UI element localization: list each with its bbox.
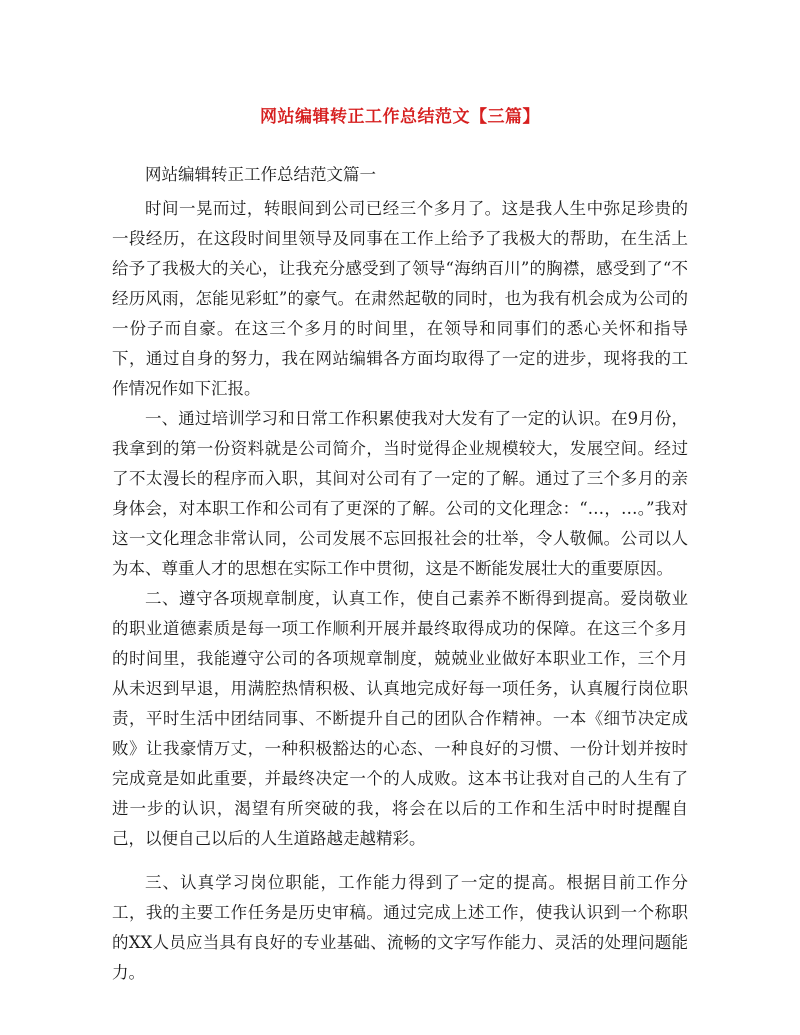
paragraph-point-two: 二、遵守各项规章制度，认真工作，使自己素养不断得到提高。爱岗敬业的职业道德素质是每一项工作顺利开展并最终取得成功的保障。在这三个多月的时间里，我能遵守公司的各项规章制度，兢兢业业做好本职业工作，三个月从未迟到早退，用满腔热情积极、认真地完成好每一项任务，认真履行岗位职责，平时生活中团结同事、不断提升自己的团队合作精神。一本《细节决定成败》让我豪情万丈，一种积极豁达的心态、一种良好的习惯、一份计划并按时完成竟是如此重要，并最终决定一个的人成败。这本书让我对自己的人生有了进一步的认识，渴望有所突破的我，将会在以后的工作和生活中时时提醒自己，以便自己以后的人生道路越走越精彩。 xyxy=(112,589,688,848)
paragraph-intro: 时间一晃而过，转眼间到公司已经三个多月了。这是我人生中弥足珍贵的一段经历，在这段时间里领导及同事在工作上给予了我极大的帮助，在生活上给予了我极大的关心，让我充分感受到了领导“海纳百川”的胸襟，感受到了“不经历风雨，怎能见彩虹”的豪气。在肃然起敬的同时，也为我有机会成为公司的一份子而自豪。在这三个多月的时间里，在领导和同事们的悉心关怀和指导下，通过自身的努力，我在网站编辑各方面均取得了一定的进步，现将我的工作情况作如下汇报。 xyxy=(112,199,688,398)
section-heading: 网站编辑转正工作总结范文篇一 xyxy=(145,165,376,184)
paragraph-point-one: 一、通过培训学习和日常工作积累使我对大发有了一定的认识。在9月份，我拿到的第一份资料就是公司简介，当时觉得企业规模较大，发展空间。经过了不太漫长的程序而入职，其间对公司有了一定的了解。通过了三个多月的亲身体会，对本职工作和公司有了更深的了解。公司的文化理念：“…，…。”我对这一文化理念非常认同，公司发展不忘回报社会的壮举，令人敬佩。公司以人为本、尊重人才的思想在实际工作中贯彻，这是不断能发展壮大的重要原因。 xyxy=(112,409,688,578)
document-body xyxy=(112,160,688,988)
document-title: 网站编辑转正工作总结范文【三篇】 xyxy=(260,107,540,127)
paragraph-point-three: 三、认真学习岗位职能，工作能力得到了一定的提高。根据目前工作分工，我的主要工作任务是历史审稿。通过完成上述工作，使我认识到一个称职的XX人员应当具有良好的专业基础、流畅的文字写作能力、灵活的处理问题能力。 xyxy=(112,873,688,982)
